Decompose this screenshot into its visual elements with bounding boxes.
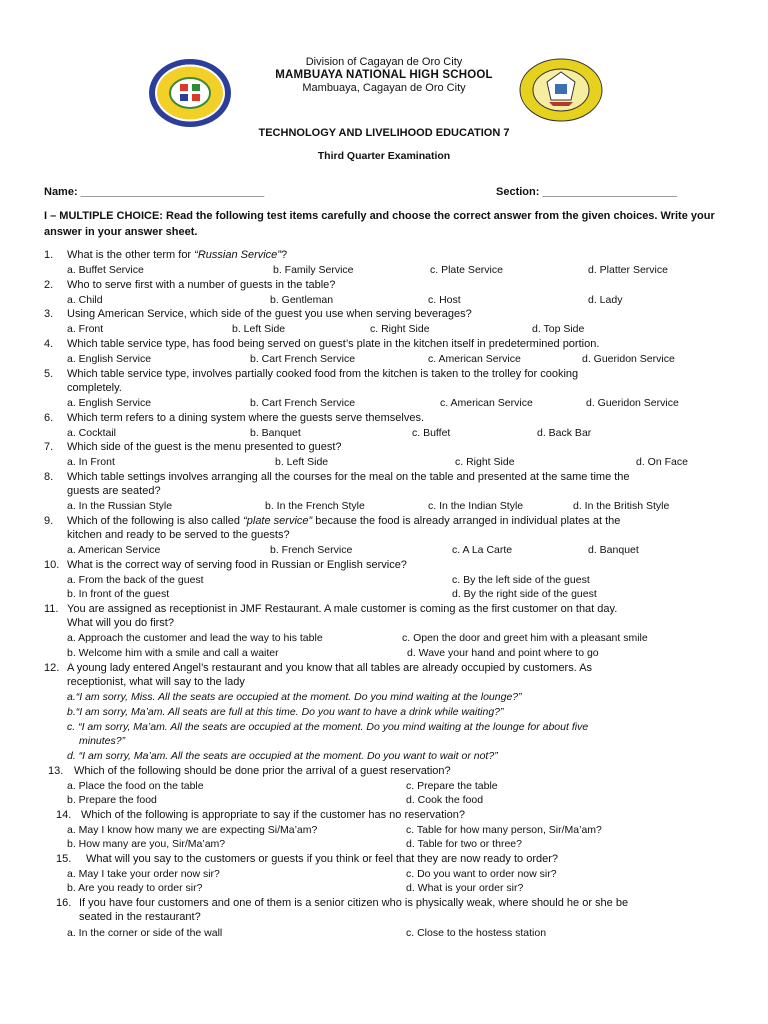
option: b. French Service: [270, 544, 353, 556]
question-text: Using American Service, which side of the guest you use when serving beverages?: [67, 308, 472, 320]
option: d. What is your order sir?: [406, 882, 524, 894]
option: d. Wave your hand and point where to go: [407, 647, 599, 659]
question-number: 15.: [56, 853, 72, 865]
option: a. English Service: [67, 353, 152, 365]
option: b. How many are you, Sir/Ma’am?: [67, 838, 226, 850]
question-text: If you have four customers and one of them is a senior citizen who is physically weak, where should he or she be: [79, 897, 629, 909]
question-number: 6.: [44, 412, 54, 424]
option: d. Table for two or three?: [406, 838, 522, 850]
question-text: What is the other term for “Russian Service”?: [67, 249, 288, 261]
question-number: 3.: [44, 308, 54, 320]
option: b. Banquet: [250, 427, 301, 439]
option: a. Approach the customer and lead the way to his table: [67, 632, 323, 644]
option: a. In the corner or side of the wall: [67, 927, 223, 939]
option: a. Child: [67, 294, 103, 306]
option: b. Are you ready to order sir?: [67, 882, 203, 894]
option: a.“I am sorry, Miss. All the seats are occupied at the moment. Do you mind waiting at the lounge?”: [67, 691, 522, 703]
option: b. In the French Style: [265, 500, 365, 512]
option: a. Front: [67, 323, 104, 335]
option: b. Left Side: [275, 456, 329, 468]
option: c. A La Carte: [452, 544, 513, 556]
option: c. “I am sorry, Ma’am. All the seats are occupied at the moment. Do you mind waiting at the lounge for about five: [67, 721, 589, 733]
option: b. Welcome him with a smile and call a waiter: [67, 647, 279, 659]
option: a. Buffet Service: [67, 264, 144, 276]
question-number: 2.: [44, 279, 54, 291]
option: c. Plate Service: [430, 264, 503, 276]
school-name: MAMBUAYA NATIONAL HIGH SCHOOL: [275, 69, 493, 81]
option: d. By the right side of the guest: [452, 588, 597, 600]
option: c. Host: [428, 294, 461, 306]
question-number: 13.: [48, 765, 64, 777]
option: d. Top Side: [532, 323, 585, 335]
option: c. Right Side: [370, 323, 430, 335]
option: a. In the Russian Style: [67, 500, 173, 512]
option: a. English Service: [67, 397, 152, 409]
option: d. Cook the food: [406, 794, 484, 806]
option: c. Close to the hostess station: [406, 927, 547, 939]
option: b. Gentleman: [270, 294, 334, 306]
section-field: Section: ______________________: [496, 186, 678, 198]
option: d. “I am sorry, Ma’am. All the seats are occupied at the moment. Do you want to wait or not?”: [67, 750, 498, 762]
option: d. In the British Style: [573, 500, 670, 512]
option: c. American Service: [428, 353, 521, 365]
option: c. American Service: [440, 397, 533, 409]
division-text: Division of Cagayan de Oro City: [305, 56, 463, 68]
question-text: seated in the restaurant?: [79, 911, 201, 923]
option: a. May I know how many we are expecting Si/Ma’am?: [67, 824, 318, 836]
option: a. From the back of the guest: [67, 574, 204, 586]
question-number: 16.: [56, 897, 72, 909]
question-text: Which of the following is also called “plate service” because the food is already arranged in individual plates at the: [67, 515, 621, 527]
option: a. May I take your order now sir?: [67, 868, 220, 880]
option: b. Prepare the food: [67, 794, 157, 806]
option: b. Cart French Service: [250, 353, 356, 365]
instructions: I – MULTIPLE CHOICE: Read the following test items carefully and choose the correct answer from the given choices. Write your answer in your answer sheet.: [44, 210, 715, 238]
question-number: 14.: [56, 809, 72, 821]
option: a. American Service: [67, 544, 161, 556]
option: b. Left Side: [232, 323, 286, 335]
question-text: Which table service type, involves partially cooked food from the kitchen is taken to the trolley for cooking: [67, 368, 579, 380]
school-address: Mambuaya, Cagayan de Oro City: [302, 82, 466, 94]
option: b. Cart French Service: [250, 397, 356, 409]
question-text: What is the correct way of serving food in Russian or English service?: [67, 559, 407, 571]
option: d. Back Bar: [537, 427, 592, 439]
question-text: Which term refers to a dining system where the guests serve themselves.: [67, 412, 425, 424]
question-text: A young lady entered Angel’s restaurant and you know that all tables are already occupied by customers. As: [67, 662, 593, 674]
question-text: Which side of the guest is the menu presented to guest?: [67, 441, 342, 453]
option: d. Platter Service: [588, 264, 668, 276]
option: a. Place the food on the table: [67, 780, 204, 792]
question-text: What will you say to the customers or guests if you think or feel that they are now ready to order?: [86, 853, 559, 865]
option: c. Right Side: [455, 456, 515, 468]
question-text: Which table settings involves arranging all the courses for the meal on the table and presented at the same time the: [67, 471, 630, 483]
option: c. Prepare the table: [406, 780, 498, 792]
name-field: Name: ______________________________: [44, 186, 265, 198]
option: minutes?”: [79, 735, 126, 747]
question-number: 7.: [44, 441, 54, 453]
option: a. In Front: [67, 456, 115, 468]
question-number: 12.: [44, 662, 60, 674]
option: d. Gueridon Service: [586, 397, 679, 409]
option: c. Table for how many person, Sir/Ma’am?: [406, 824, 602, 836]
question-number: 11.: [44, 603, 59, 615]
option: d. Banquet: [588, 544, 639, 556]
question-text: receptionist, what will say to the lady: [67, 676, 245, 688]
option: a. Cocktail: [67, 427, 117, 439]
option: d. On Face: [636, 456, 688, 468]
exam-subtitle: Third Quarter Examination: [317, 150, 451, 162]
question-number: 4.: [44, 338, 54, 350]
option: b.“I am sorry, Ma’am. All seats are full at this time. Do you want to have a drink while waiting?”: [67, 706, 504, 718]
option: c. Open the door and greet him with a pleasant smile: [402, 632, 648, 644]
question-text: Who to serve first with a number of guests in the table?: [67, 279, 336, 291]
question-number: 8.: [44, 471, 54, 483]
question-text: completely.: [67, 382, 122, 394]
exam-title: TECHNOLOGY AND LIVELIHOOD EDUCATION 7: [258, 127, 510, 139]
question-number: 10.: [44, 559, 60, 571]
option: d. Lady: [588, 294, 623, 306]
option: b. Family Service: [273, 264, 354, 276]
question-text: Which table service type, has food being served on guest’s plate in the kitchen itself in predetermined portion.: [67, 338, 600, 350]
option: d. Gueridon Service: [582, 353, 675, 365]
question-number: 1.: [44, 249, 54, 261]
question-text: You are assigned as receptionist in JMF Restaurant. A male customer is coming as the first customer on that day.: [67, 603, 618, 615]
option: c. By the left side of the guest: [452, 574, 590, 586]
option: c. In the Indian Style: [428, 500, 524, 512]
question-text: Which of the following should be done prior the arrival of a guest reservation?: [74, 765, 451, 777]
question-number: 9.: [44, 515, 54, 527]
question-text: kitchen and ready to be served to the guests?: [67, 529, 290, 541]
question-text: Which of the following is appropriate to say if the customer has no reservation?: [81, 809, 465, 821]
question-text: guests are seated?: [67, 485, 161, 497]
option: b. In front of the guest: [67, 588, 170, 600]
option: c. Do you want to order now sir?: [406, 868, 557, 880]
question-text: What will you do first?: [67, 617, 174, 629]
option: c. Buffet: [412, 427, 451, 439]
question-number: 5.: [44, 368, 54, 380]
